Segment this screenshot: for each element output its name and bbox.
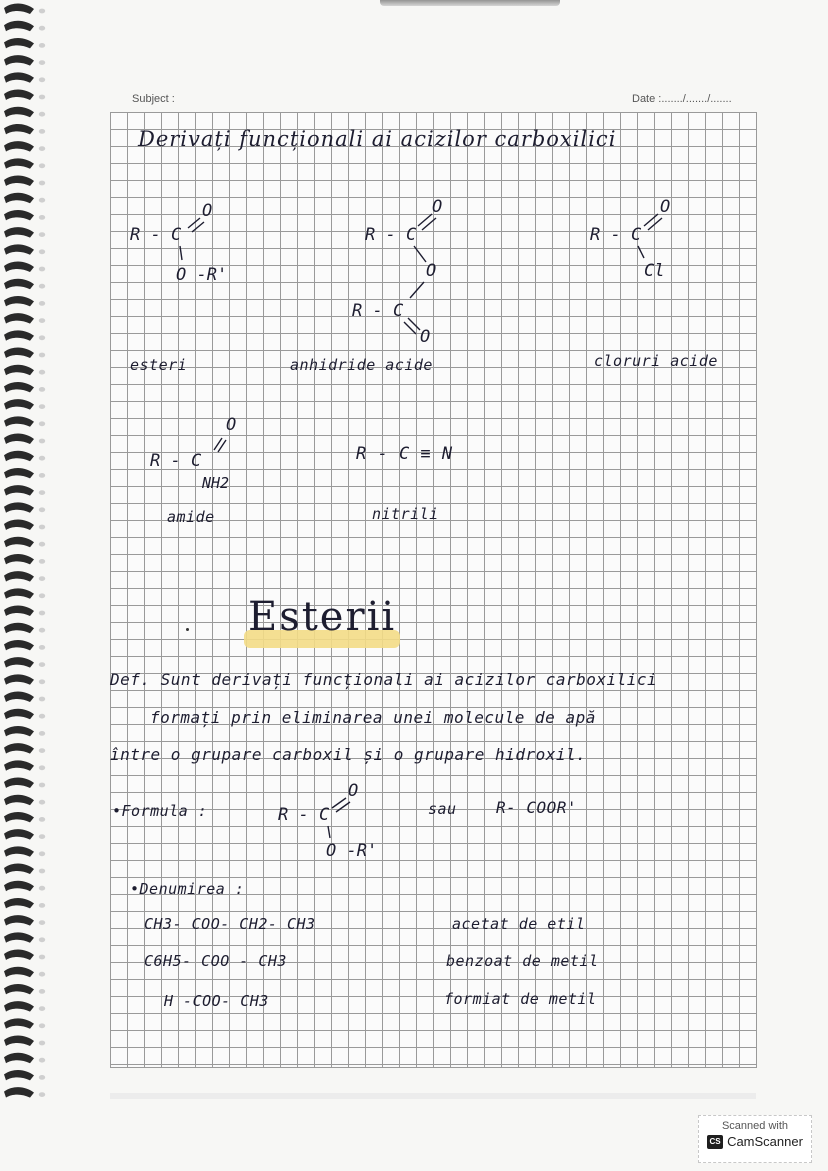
subject-label: Subject :: [132, 93, 175, 105]
spiral-ring: [4, 107, 34, 117]
spiral-ring: [4, 210, 34, 220]
spiral-ring: [4, 416, 34, 426]
spiral-ring: [4, 588, 34, 598]
spiral-hole: [39, 869, 45, 874]
spiral-hole: [39, 989, 45, 994]
spiral-ring: [4, 846, 34, 856]
spiral-hole: [39, 163, 45, 168]
watermark-line1: Scanned with: [721, 1120, 789, 1132]
chloride-structure: [580, 190, 730, 290]
spiral-hole: [39, 335, 45, 340]
esterii-title: Esterii: [248, 594, 397, 640]
spiral-ring: [4, 399, 34, 409]
spiral-hole: [39, 301, 45, 306]
spiral-hole: [39, 507, 45, 512]
spiral-hole: [39, 439, 45, 444]
spiral-binding: [0, 0, 80, 1110]
naming-formula-3: H -COO- CH3: [164, 992, 269, 1010]
spiral-ring: [4, 21, 34, 31]
definition-line-3: între o grupare carboxil și o grupare hidroxil.: [110, 745, 587, 764]
spiral-hole: [39, 800, 45, 805]
naming-name-2: benzoat de metil: [446, 952, 599, 970]
spiral-ring: [4, 795, 34, 805]
spiral-ring: [4, 1018, 34, 1028]
spiral-ring: [4, 760, 34, 770]
spiral-ring: [4, 778, 34, 788]
spiral-ring: [4, 537, 34, 547]
spiral-ring: [4, 330, 34, 340]
chloride-o-top: O: [660, 197, 671, 217]
chloride-single-bond: [638, 246, 644, 258]
spiral-ring: [4, 296, 34, 306]
spiral-ring: [4, 434, 34, 444]
spiral-hole: [39, 26, 45, 31]
spiral-hole: [39, 593, 45, 598]
date-label: Date :......./......./.......: [632, 93, 732, 105]
spiral-ring: [4, 348, 34, 358]
definition-line-1: Def. Sunt derivați funcționali ai acizilor carboxilici: [110, 670, 658, 689]
spiral-hole: [39, 972, 45, 977]
ester-single-bond: [180, 246, 182, 260]
naming-name-1: acetat de etil: [452, 915, 586, 933]
spiral-hole: [39, 903, 45, 908]
spiral-hole: [39, 886, 45, 891]
amide-structure: [140, 412, 290, 502]
spiral-hole: [39, 473, 45, 478]
spiral-ring: [4, 244, 34, 254]
spiral-ring: [4, 606, 34, 616]
spiral-hole: [39, 129, 45, 134]
spiral-ring: [4, 176, 34, 186]
naming-formula-1: CH3- COO- CH2- CH3: [144, 915, 316, 933]
spiral-ring: [4, 726, 34, 736]
spiral-hole: [39, 370, 45, 375]
spiral-ring: [4, 124, 34, 134]
spiral-hole: [39, 542, 45, 547]
chloride-double-bond-a: [644, 214, 658, 226]
spiral-hole: [39, 353, 45, 358]
spiral-hole: [39, 817, 45, 822]
spiral-ring: [4, 932, 34, 942]
anhydride-structure: [340, 190, 500, 360]
spiral-ring: [4, 72, 34, 82]
spiral-hole: [39, 318, 45, 323]
chloride-r-c: R - C: [590, 225, 642, 245]
spiral-ring: [4, 520, 34, 530]
chloride-cl: Cl: [644, 261, 665, 281]
spiral-ring: [4, 640, 34, 650]
ester-r-c: R - C: [130, 225, 182, 245]
spiral-ring: [4, 674, 34, 684]
spiral-ring: [4, 623, 34, 633]
spiral-ring: [4, 950, 34, 960]
spiral-ring: [4, 692, 34, 702]
spiral-ring: [4, 898, 34, 908]
formula-r-c: R - C: [278, 805, 330, 825]
section-title: Derivați funcționali ai acizilor carboxilici: [138, 127, 617, 151]
spiral-ring: [4, 1036, 34, 1046]
spiral-hole: [39, 146, 45, 151]
spiral-ring: [4, 967, 34, 977]
camscanner-logo-icon: CS: [707, 1135, 723, 1149]
spiral-hole: [39, 731, 45, 736]
ester-o-r: O -R': [176, 265, 228, 285]
chloride-double-bond-b: [648, 218, 662, 230]
page-bottom-edge: [110, 1093, 756, 1099]
spiral-ring: [4, 829, 34, 839]
spiral-hole: [39, 232, 45, 237]
spiral-ring: [4, 313, 34, 323]
spiral-hole: [39, 215, 45, 220]
spiral-hole: [39, 43, 45, 48]
spiral-hole: [39, 611, 45, 616]
spiral-hole: [39, 645, 45, 650]
anhydride-o-top: O: [432, 197, 443, 217]
spiral-ring: [4, 193, 34, 203]
spiral-hole: [39, 834, 45, 839]
amide-r-c: R - C: [150, 451, 202, 471]
spiral-hole: [39, 198, 45, 203]
spiral-hole: [39, 267, 45, 272]
spiral-hole: [39, 628, 45, 633]
stray-dot: [186, 628, 189, 631]
spiral-hole: [39, 1092, 45, 1097]
formula-alt: R- COOR': [496, 798, 578, 817]
anhydride-label: anhidride acide: [290, 356, 433, 374]
spiral-hole: [39, 421, 45, 426]
spiral-hole: [39, 662, 45, 667]
spiral-hole: [39, 112, 45, 117]
amide-label: amide: [167, 508, 215, 526]
anhydride-o-mid: O: [426, 261, 437, 281]
spiral-hole: [39, 284, 45, 289]
spiral-hole: [39, 404, 45, 409]
formula-o-top: O: [348, 781, 359, 801]
amide-o-top: O: [226, 415, 237, 435]
spiral-hole: [39, 525, 45, 530]
spiral-ring: [4, 485, 34, 495]
anhydride-o-bottom: O: [420, 327, 431, 347]
spiral-hole: [39, 714, 45, 719]
spiral-hole: [39, 456, 45, 461]
spiral-hole: [39, 937, 45, 942]
spiral-ring: [4, 451, 34, 461]
spiral-hole: [39, 851, 45, 856]
anhydride-r-c-bottom: R - C: [352, 301, 404, 321]
watermark-brand: CamScanner: [727, 1134, 803, 1149]
spiral-ring: [4, 743, 34, 753]
spiral-ring: [4, 55, 34, 65]
spiral-ring: [4, 554, 34, 564]
spiral-hole: [39, 765, 45, 770]
spiral-ring: [4, 4, 34, 14]
spiral-hole: [39, 576, 45, 581]
spiral-hole: [39, 77, 45, 82]
spiral-ring: [4, 984, 34, 994]
nitrile-formula: R - C ≡ N: [356, 444, 453, 464]
spiral-ring: [4, 38, 34, 48]
camscanner-watermark: [698, 1115, 812, 1163]
spiral-ring: [4, 881, 34, 891]
spiral-hole: [39, 697, 45, 702]
formula-sau: sau: [428, 800, 457, 818]
spiral-ring: [4, 468, 34, 478]
spiral-ring: [4, 279, 34, 289]
spiral-hole: [39, 1075, 45, 1080]
spiral-hole: [39, 955, 45, 960]
spiral-ring: [4, 382, 34, 392]
spiral-ring: [4, 227, 34, 237]
definition-line-2: formați prin eliminarea unei molecule de apă: [150, 708, 596, 727]
ester-label: esteri: [130, 356, 188, 374]
ester-o-top: O: [202, 201, 213, 221]
spiral-ring: [4, 812, 34, 822]
spiral-hole: [39, 1006, 45, 1011]
spiral-hole: [39, 95, 45, 100]
spiral-ring: [4, 1087, 34, 1097]
chloride-label: cloruri acide: [594, 352, 718, 370]
ester-structure: [120, 190, 270, 300]
naming-label: •Denumirea :: [130, 880, 245, 898]
spiral-ring: [4, 141, 34, 151]
ester-general-formula: [270, 778, 420, 868]
spiral-ring: [4, 709, 34, 719]
spiral-hole: [39, 1058, 45, 1063]
spiral-hole: [39, 783, 45, 788]
spiral-hole: [39, 920, 45, 925]
anhydride-double-bond-top-b: [422, 218, 436, 230]
spiral-hole: [39, 559, 45, 564]
spiral-hole: [39, 60, 45, 65]
spiral-hole: [39, 1041, 45, 1046]
spiral-hole: [39, 679, 45, 684]
nitrile-label: nitrili: [372, 505, 439, 523]
anhydride-bond-mid-bottom: [410, 282, 424, 298]
watermark-brand-row: [699, 1134, 811, 1149]
spiral-ring: [4, 657, 34, 667]
formula-o-r: O -R': [326, 841, 378, 861]
spiral-ring: [4, 365, 34, 375]
spiral-hole: [39, 387, 45, 392]
naming-name-3: formiat de metil: [444, 990, 597, 1008]
formula-label: •Formula :: [112, 802, 208, 820]
spiral-ring: [4, 915, 34, 925]
spiral-hole: [39, 748, 45, 753]
anhydride-r-c-top: R - C: [365, 225, 417, 245]
spiral-hole: [39, 181, 45, 186]
spiral-hole: [39, 490, 45, 495]
anhydride-bond-mid-top: [414, 246, 426, 262]
naming-formula-2: C6H5- COO - CH3: [144, 952, 287, 970]
formula-single-bond: [328, 826, 330, 838]
spiral-ring: [4, 571, 34, 581]
spiral-ring: [4, 1001, 34, 1011]
spiral-ring: [4, 1053, 34, 1063]
spiral-ring: [4, 90, 34, 100]
spiral-ring: [4, 864, 34, 874]
anhydride-double-bond-top-a: [418, 214, 432, 226]
spiral-hole: [39, 249, 45, 254]
spiral-ring: [4, 262, 34, 272]
amide-nh2: NH2: [202, 474, 230, 492]
spiral-ring: [4, 158, 34, 168]
spiral-hole: [39, 1023, 45, 1028]
page-top-shadow: [380, 0, 560, 6]
spiral-ring: [4, 1070, 34, 1080]
spiral-ring: [4, 502, 34, 512]
spiral-hole: [39, 9, 45, 14]
